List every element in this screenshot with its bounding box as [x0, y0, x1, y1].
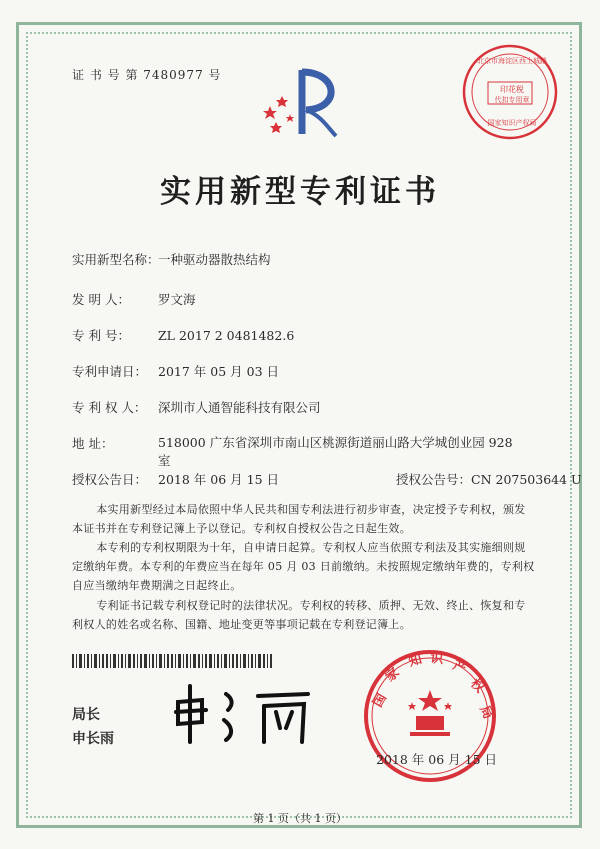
- tax-stamp-line1: 北京市海淀区西土城路: [477, 57, 547, 65]
- barcode-icon: [72, 654, 272, 668]
- svg-text:产: 产: [450, 658, 469, 678]
- page-footer: 第 1 页（共 1 页）: [253, 812, 347, 825]
- seal-date: 2018 年 06 月 15 日: [376, 752, 497, 767]
- publication-number-value: CN 207503644 U: [471, 472, 582, 487]
- signature-icon: [168, 680, 318, 750]
- inventor-value: 罗文海: [158, 292, 196, 307]
- utility-name-label: 实用新型名称：: [72, 252, 160, 267]
- certificate-number: 证 书 号 第 7480977 号: [72, 68, 222, 82]
- filing-date-value: 2017 年 05 月 03 日: [158, 364, 279, 379]
- tax-stamp-line3: 代扣专用章: [494, 96, 530, 104]
- paragraph-3: 专利证书记载专利权登记时的法律状况。专利权的转移、质押、无效、终止、恢复和专利权人的姓名或名称、国籍、地址变更等事项记载在专利登记簿上。: [72, 599, 526, 631]
- director-title: 局长: [72, 707, 100, 723]
- inventor-row: [72, 290, 196, 308]
- utility-name-row: [72, 250, 271, 268]
- filing-date-label: 专利申请日：: [72, 364, 148, 379]
- paragraph-2: 本专利的专利权期限为十年，自申请日起算。专利权人应当依照专利法及其实施细则规定缴纳年费。本专利的年费应当在每年 05 月 03 日前缴纳。未按照规定缴纳年费的，专利权自应当缴纳年费期满之日起终止。: [72, 541, 535, 592]
- cnipa-logo-icon: [262, 64, 346, 144]
- patentee-row: [72, 398, 321, 416]
- certificate-title: 实用新型专利证书: [160, 174, 440, 210]
- svg-text:局: 局: [476, 703, 496, 722]
- svg-text:权: 权: [467, 676, 487, 697]
- tax-stamp-line4: 国家知识产权局: [487, 119, 537, 127]
- tax-stamp-line2: 印花税: [500, 85, 524, 94]
- publication-date-label: 授权公告日：: [72, 472, 148, 487]
- paragraph-1: 本实用新型经过本局依照中华人民共和国专利法进行初步审查，决定授予专利权，颁发本证书并在专利登记簿上予以登记。专利权自授权公告之日起生效。: [72, 503, 526, 535]
- publication-number: [396, 470, 582, 488]
- svg-text:国: 国: [370, 691, 390, 710]
- publication-number-label: 授权公告号：: [396, 472, 472, 487]
- publication-date-value: 2018 年 06 月 15 日: [158, 472, 279, 487]
- patent-number-label: 专 利 号：: [72, 328, 130, 343]
- address-value: 518000 广东省深圳市南山区桃源街道丽山路大学城创业园 928 室: [158, 435, 513, 468]
- publication-row: [72, 470, 582, 488]
- inventor-label: 发 明 人：: [72, 292, 130, 307]
- director-name: 申长雨: [72, 731, 114, 747]
- patentee-value: 深圳市人通智能科技有限公司: [158, 400, 321, 415]
- patentee-label: 专 利 权 人：: [72, 400, 147, 415]
- patent-number-value: ZL 2017 2 0481482.6: [158, 328, 295, 343]
- patent-number-row: [72, 326, 294, 344]
- svg-text:家: 家: [382, 665, 403, 686]
- svg-text:识: 识: [429, 651, 444, 668]
- filing-date-row: [72, 362, 279, 380]
- utility-name-value: 一种驱动器散热结构: [158, 252, 271, 267]
- address-label: 地 址：: [72, 436, 114, 451]
- address-row: [72, 434, 158, 452]
- svg-text:知: 知: [407, 652, 424, 670]
